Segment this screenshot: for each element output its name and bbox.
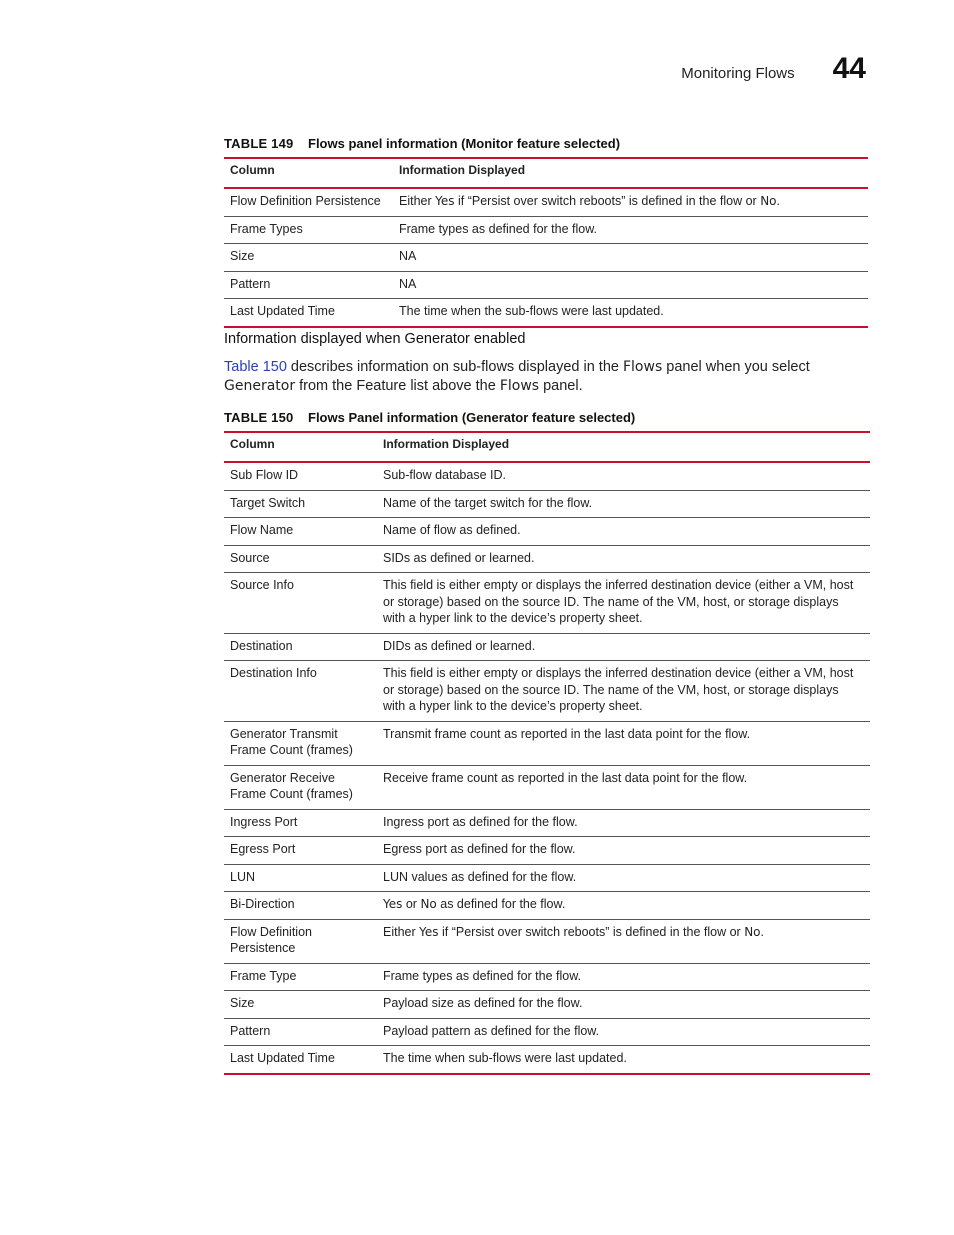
column-cell: Destination xyxy=(224,633,377,661)
table-150-caption xyxy=(224,410,635,425)
table-row xyxy=(224,244,868,272)
table-150-body xyxy=(224,462,870,1074)
info-text: . xyxy=(760,924,765,939)
column-header: Information Displayed xyxy=(393,158,868,188)
info-cell: Payload size as defined for the flow. xyxy=(377,991,870,1019)
info-text: if “Persist over switch reboots” is defined in the flow or xyxy=(454,194,761,208)
table-label: TABLE 149 xyxy=(224,136,294,151)
table-row xyxy=(224,919,870,963)
column-cell: Ingress Port xyxy=(224,809,377,837)
table-row xyxy=(224,462,870,490)
table-row xyxy=(224,573,870,634)
info-cell xyxy=(393,188,868,216)
table-row xyxy=(224,188,868,216)
info-text: or xyxy=(402,897,421,911)
ui-value: No xyxy=(744,924,761,939)
info-cell: Frame types as defined for the flow. xyxy=(377,963,870,991)
ui-value: No xyxy=(760,194,777,208)
chapter-number: 44 xyxy=(832,52,866,85)
column-cell: Size xyxy=(224,991,377,1019)
info-text: Either xyxy=(383,924,420,939)
info-cell: SIDs as defined or learned. xyxy=(377,545,870,573)
column-cell: Last Updated Time xyxy=(224,299,393,327)
intro-paragraph xyxy=(224,358,844,396)
table-row xyxy=(224,765,870,809)
table-row xyxy=(224,892,870,920)
table-row xyxy=(224,963,870,991)
column-cell: Flow Definition Persistence xyxy=(230,194,381,208)
info-cell: Frame types as defined for the flow. xyxy=(393,216,868,244)
table-149-caption xyxy=(224,136,620,151)
info-text: Either xyxy=(399,194,436,208)
ui-value: Yes xyxy=(383,897,403,911)
column-cell: Pattern xyxy=(224,1018,377,1046)
info-cell xyxy=(377,919,870,963)
info-cell: Ingress port as defined for the flow. xyxy=(377,809,870,837)
table-row xyxy=(224,518,870,546)
ui-term: Flows xyxy=(499,378,540,394)
table-row xyxy=(224,661,870,722)
table-149-body xyxy=(224,188,868,327)
ui-value: Yes xyxy=(435,194,455,208)
column-cell: Source xyxy=(224,545,377,573)
table-title: Flows panel information (Monitor feature selected) xyxy=(308,136,621,151)
ui-term: Generator xyxy=(224,378,296,394)
para-text: panel. xyxy=(539,378,583,394)
column-cell: Flow Definition Persistence xyxy=(224,919,377,963)
column-cell: Generator Transmit Frame Count (frames) xyxy=(224,721,377,765)
ui-term: Flows xyxy=(622,359,663,375)
table-150 xyxy=(224,431,870,1075)
info-cell: DIDs as defined or learned. xyxy=(377,633,870,661)
column-cell: Target Switch xyxy=(224,490,377,518)
table-149 xyxy=(224,157,868,328)
table-title: Flows Panel information (Generator feature selected) xyxy=(308,410,636,425)
para-text: describes information on sub-flows displayed in the xyxy=(286,359,623,375)
column-header: Information Displayed xyxy=(377,432,870,462)
column-cell: Sub Flow ID xyxy=(230,468,299,482)
table-row xyxy=(224,864,870,892)
table-row xyxy=(224,545,870,573)
info-cell: Sub-flow database ID. xyxy=(383,468,506,482)
table-row xyxy=(224,809,870,837)
table-row xyxy=(224,490,870,518)
table-row xyxy=(224,837,870,865)
table-row xyxy=(224,1046,870,1074)
para-text: panel when you select xyxy=(662,359,810,375)
column-cell: Bi-Direction xyxy=(224,892,377,920)
info-text: as defined for the flow. xyxy=(436,897,566,911)
table-row xyxy=(224,299,868,327)
ui-value: No xyxy=(420,897,437,911)
column-cell: Flow Name xyxy=(224,518,377,546)
column-header: Column xyxy=(224,158,393,188)
table-150-link[interactable]: Table 150 xyxy=(224,359,287,375)
info-cell: Name of flow as defined. xyxy=(377,518,870,546)
column-cell: Generator Receive Frame Count (frames) xyxy=(224,765,377,809)
table-row xyxy=(224,271,868,299)
column-cell: Egress Port xyxy=(224,837,377,865)
column-cell: Source Info xyxy=(224,573,377,634)
info-cell: The time when sub-flows were last updated. xyxy=(377,1046,870,1074)
info-cell: Transmit frame count as reported in the last data point for the flow. xyxy=(377,721,870,765)
column-cell: Pattern xyxy=(224,271,393,299)
info-cell: The time when the sub-flows were last updated. xyxy=(393,299,868,327)
section-heading: Information displayed when Generator enabled xyxy=(224,331,526,347)
column-cell: Last Updated Time xyxy=(224,1046,377,1074)
info-cell: Egress port as defined for the flow. xyxy=(377,837,870,865)
table-row xyxy=(224,216,868,244)
info-cell: NA xyxy=(393,271,868,299)
table-row xyxy=(224,991,870,1019)
table-row xyxy=(224,721,870,765)
info-cell: Receive frame count as reported in the last data point for the flow. xyxy=(377,765,870,809)
info-cell: LUN values as defined for the flow. xyxy=(377,864,870,892)
column-cell: Size xyxy=(224,244,393,272)
page-header xyxy=(681,52,866,86)
column-cell: Frame Type xyxy=(224,963,377,991)
info-cell: This field is either empty or displays the inferred destination device (either a VM, host or storage) based on the source ID. The name of the VM, host, or storage displays with a hyper link to the device’s property sheet. xyxy=(377,573,870,634)
info-cell: This field is either empty or displays the inferred destination device (either a VM, host or storage) based on the source ID. The name of the VM, host, or storage displays with a hyper link to the device’s property sheet. xyxy=(377,661,870,722)
info-cell xyxy=(377,892,870,920)
column-cell: Frame Types xyxy=(224,216,393,244)
info-cell: NA xyxy=(393,244,868,272)
table-row xyxy=(224,1018,870,1046)
column-cell: Destination Info xyxy=(224,661,377,722)
table-label: TABLE 150 xyxy=(224,410,294,425)
ui-value: Yes xyxy=(419,924,439,939)
info-cell: Name of the target switch for the flow. xyxy=(377,490,870,518)
column-header: Column xyxy=(224,432,377,462)
para-text: from the Feature list above the xyxy=(295,378,500,394)
info-cell: Payload pattern as defined for the flow. xyxy=(377,1018,870,1046)
section-title: Monitoring Flows xyxy=(681,65,795,82)
column-cell: LUN xyxy=(224,864,377,892)
info-text: if “Persist over switch reboots” is defined in the flow or xyxy=(438,924,745,939)
table-row xyxy=(224,633,870,661)
info-text: . xyxy=(776,194,781,208)
